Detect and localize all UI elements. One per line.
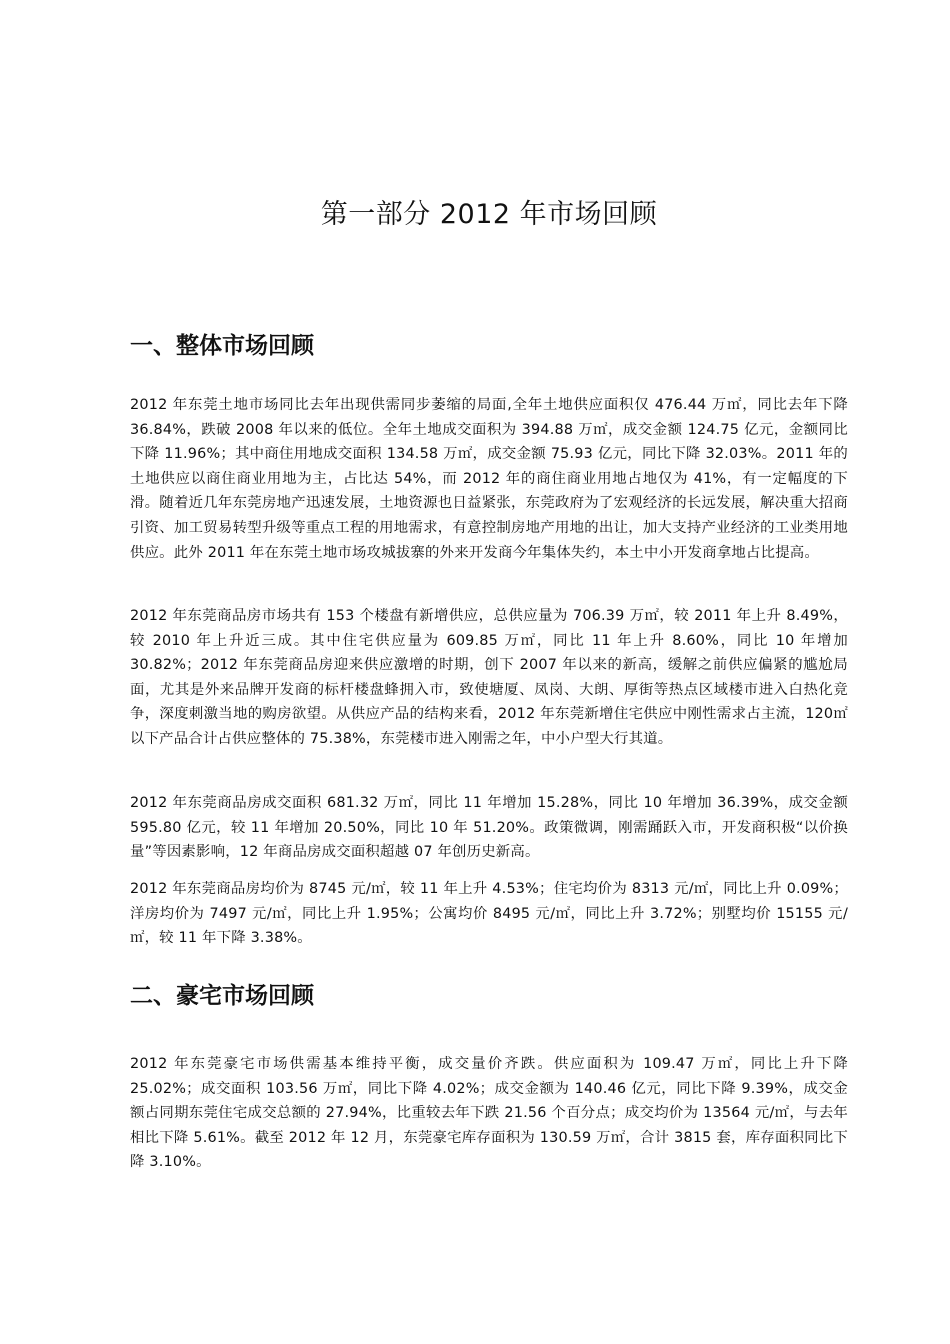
part-title: 第一部分 2012 年市场回顾 [320, 199, 658, 230]
paragraph-land-market: 2012 年东莞土地市场同比去年出现供需同步萎缩的局面,全年土地供应面积仅 476.44 万㎡，同比去年下降 36.84%，跌破 2008 年以来的低位。全年土地成交面积为 394.88 万㎡，成交金额 124.75 亿元，金额同比下降 11.96%；其中商住用地成交面积 134.58 万㎡，成交金额 75.93 亿元，同比下降 32.03%。2011 年的土地供应以商住商业用地为主，占比达 54%，而 2012 年的商住商业用地占地仅为 41%，有一定幅度的下滑。随着近几年东莞房地产迅速发展，土地资源也日益紧张，东莞政府为了宏观经济的长远发展，解决重大招商引资、加工贸易转型升级等重点工程的用地需求，有意控制房地产用地的出让，加大支持产业经济的工业类用地供应。此外 2011 年在东莞土地市场攻城拔寨的外来开发商今年集体失约，本土中小开发商拿地占比提高。 [130, 397, 848, 561]
section-heading-overall-market: 一、整体市场回顾 [130, 333, 314, 359]
paragraph-luxury-market: 2012 年东莞豪宅市场供需基本维持平衡，成交量价齐跌。供应面积为 109.47 万㎡，同比上升下降 25.02%；成交面积 103.56 万㎡，同比下降 4.02%；成交金额为 140.46 亿元，同比下降 9.39%，成交金额占同期东莞住宅成交总额的 27.94%，比重较去年下跌 21.56 个百分点；成交均价为 13564 元/㎡，与去年相比下降 5.61%。截至 2012 年 12 月，东莞豪宅库存面积为 130.59 万㎡，合计 3815 套，库存面积同比下降 3.10%。 [130, 1056, 848, 1171]
paragraph-housing-supply: 2012 年东莞商品房市场共有 153 个楼盘有新增供应，总供应量为 706.39 万㎡，较 2011 年上升 8.49%，较 2010 年上升近三成。其中住宅供应量为 609.85 万㎡，同比 11 年上升 8.60%，同比 10 年增加 30.82%；2012 年东莞商品房迎来供应激增的时期，创下 2007 年以来的新高，缓解之前供应偏紧的尴尬局面，尤其是外来品牌开发商的标杆楼盘蜂拥入市，致使塘厦、凤岗、大朗、厚街等热点区域楼市进入白热化竞争，深度刺激当地的购房欲望。从供应产品的结构来看，2012 年东莞新增住宅供应中刚性需求占主流，120㎡以下产品合计占供应整体的 75.38%，东莞楼市进入刚需之年，中小户型大行其道。 [130, 608, 848, 747]
paragraph-housing-transactions: 2012 年东莞商品房成交面积 681.32 万㎡，同比 11 年增加 15.28%，同比 10 年增加 36.39%，成交金额 595.80 亿元，较 11 年增加 20.50%，同比 10 年 51.20%。政策微调，刚需踊跃入市，开发商积极“以价换量”等因素影响，12 年商品房成交面积超越 07 年创历史新高。 [130, 795, 848, 861]
section-heading-luxury-market: 二、豪宅市场回顾 [130, 983, 314, 1009]
paragraph-average-prices: 2012 年东莞商品房均价为 8745 元/㎡，较 11 年上升 4.53%；住宅均价为 8313 元/㎡，同比上升 0.09%；洋房均价为 7497 元/㎡，同比上升 1.95%；公寓均价 8495 元/㎡，同比上升 3.72%；别墅均价 15155 元/㎡，较 11 年下降 3.38%。 [130, 881, 848, 947]
